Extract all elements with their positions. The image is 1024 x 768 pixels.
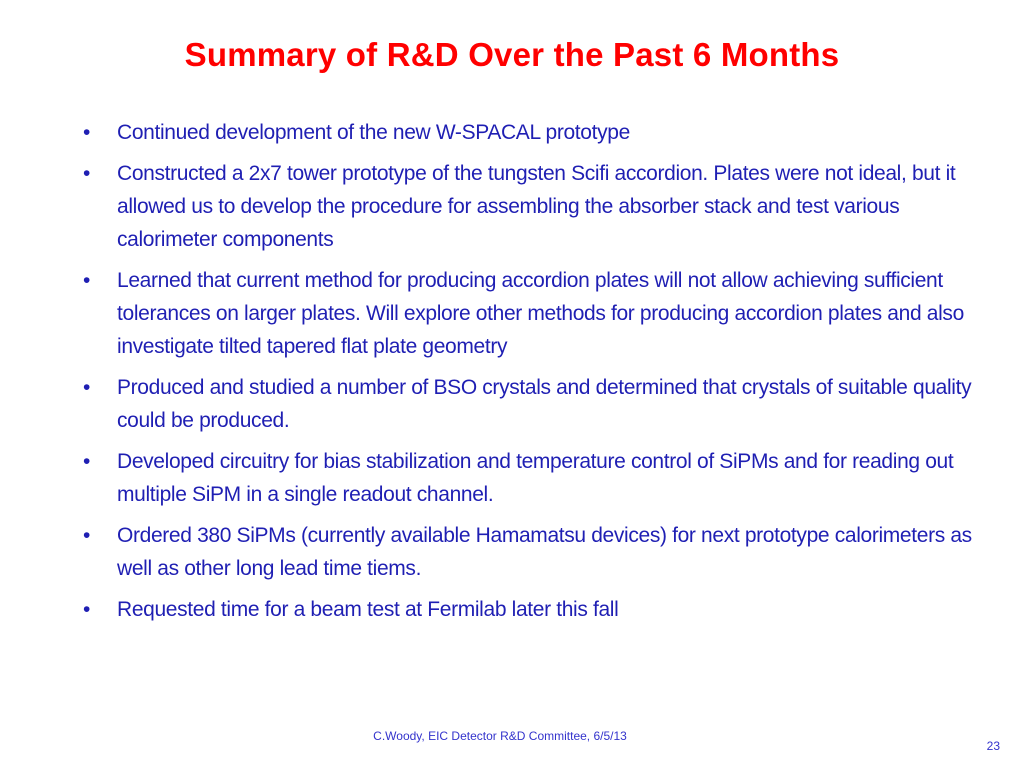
bullet-item	[72, 157, 972, 256]
bullet-text: Developed circuitry for bias stabilization and temperature control of SiPMs and for reading out multiple SiPM in a single readout channel.	[117, 450, 954, 506]
bullet-text: Requested time for a beam test at Fermilab later this fall	[117, 598, 619, 621]
bullet-item	[72, 371, 972, 437]
bullet-dot-icon: •	[83, 121, 91, 144]
bullet-text: Constructed a 2x7 tower prototype of the tungsten Scifi accordion. Plates were not ideal, but it allowed us to develop the procedure for assembling the absorber stack and test various calorimeter components	[117, 162, 956, 251]
bullet-dot-icon: •	[83, 450, 91, 473]
bullet-text: Ordered 380 SiPMs (currently available Hamamatsu devices) for next prototype calorimeters as well as other long lead time tiems.	[117, 524, 972, 580]
bullet-text: Continued development of the new W-SPACAL prototype	[117, 121, 630, 144]
bullet-list	[72, 116, 972, 634]
bullet-item	[72, 593, 972, 626]
bullet-dot-icon: •	[83, 269, 91, 292]
bullet-item	[72, 445, 972, 511]
bullet-item	[72, 116, 972, 149]
bullet-item	[72, 519, 972, 585]
page-number: 23	[986, 739, 1000, 753]
bullet-dot-icon: •	[83, 162, 91, 185]
bullet-item	[72, 264, 972, 363]
bullet-dot-icon: •	[83, 598, 91, 621]
slide-title: Summary of R&D Over the Past 6 Months	[184, 36, 840, 73]
bullet-dot-icon: •	[83, 524, 91, 547]
bullet-text: Produced and studied a number of BSO crystals and determined that crystals of suitable quality could be produced.	[117, 376, 972, 432]
slide-footer: C.Woody, EIC Detector R&D Committee, 6/5/13	[373, 729, 627, 743]
bullet-text: Learned that current method for producing accordion plates will not allow achieving sufficient tolerances on larger plates. Will explore other methods for producing accordion plates and also investigate tilted tapered flat plate geometry	[117, 269, 964, 358]
bullet-dot-icon: •	[83, 376, 91, 399]
